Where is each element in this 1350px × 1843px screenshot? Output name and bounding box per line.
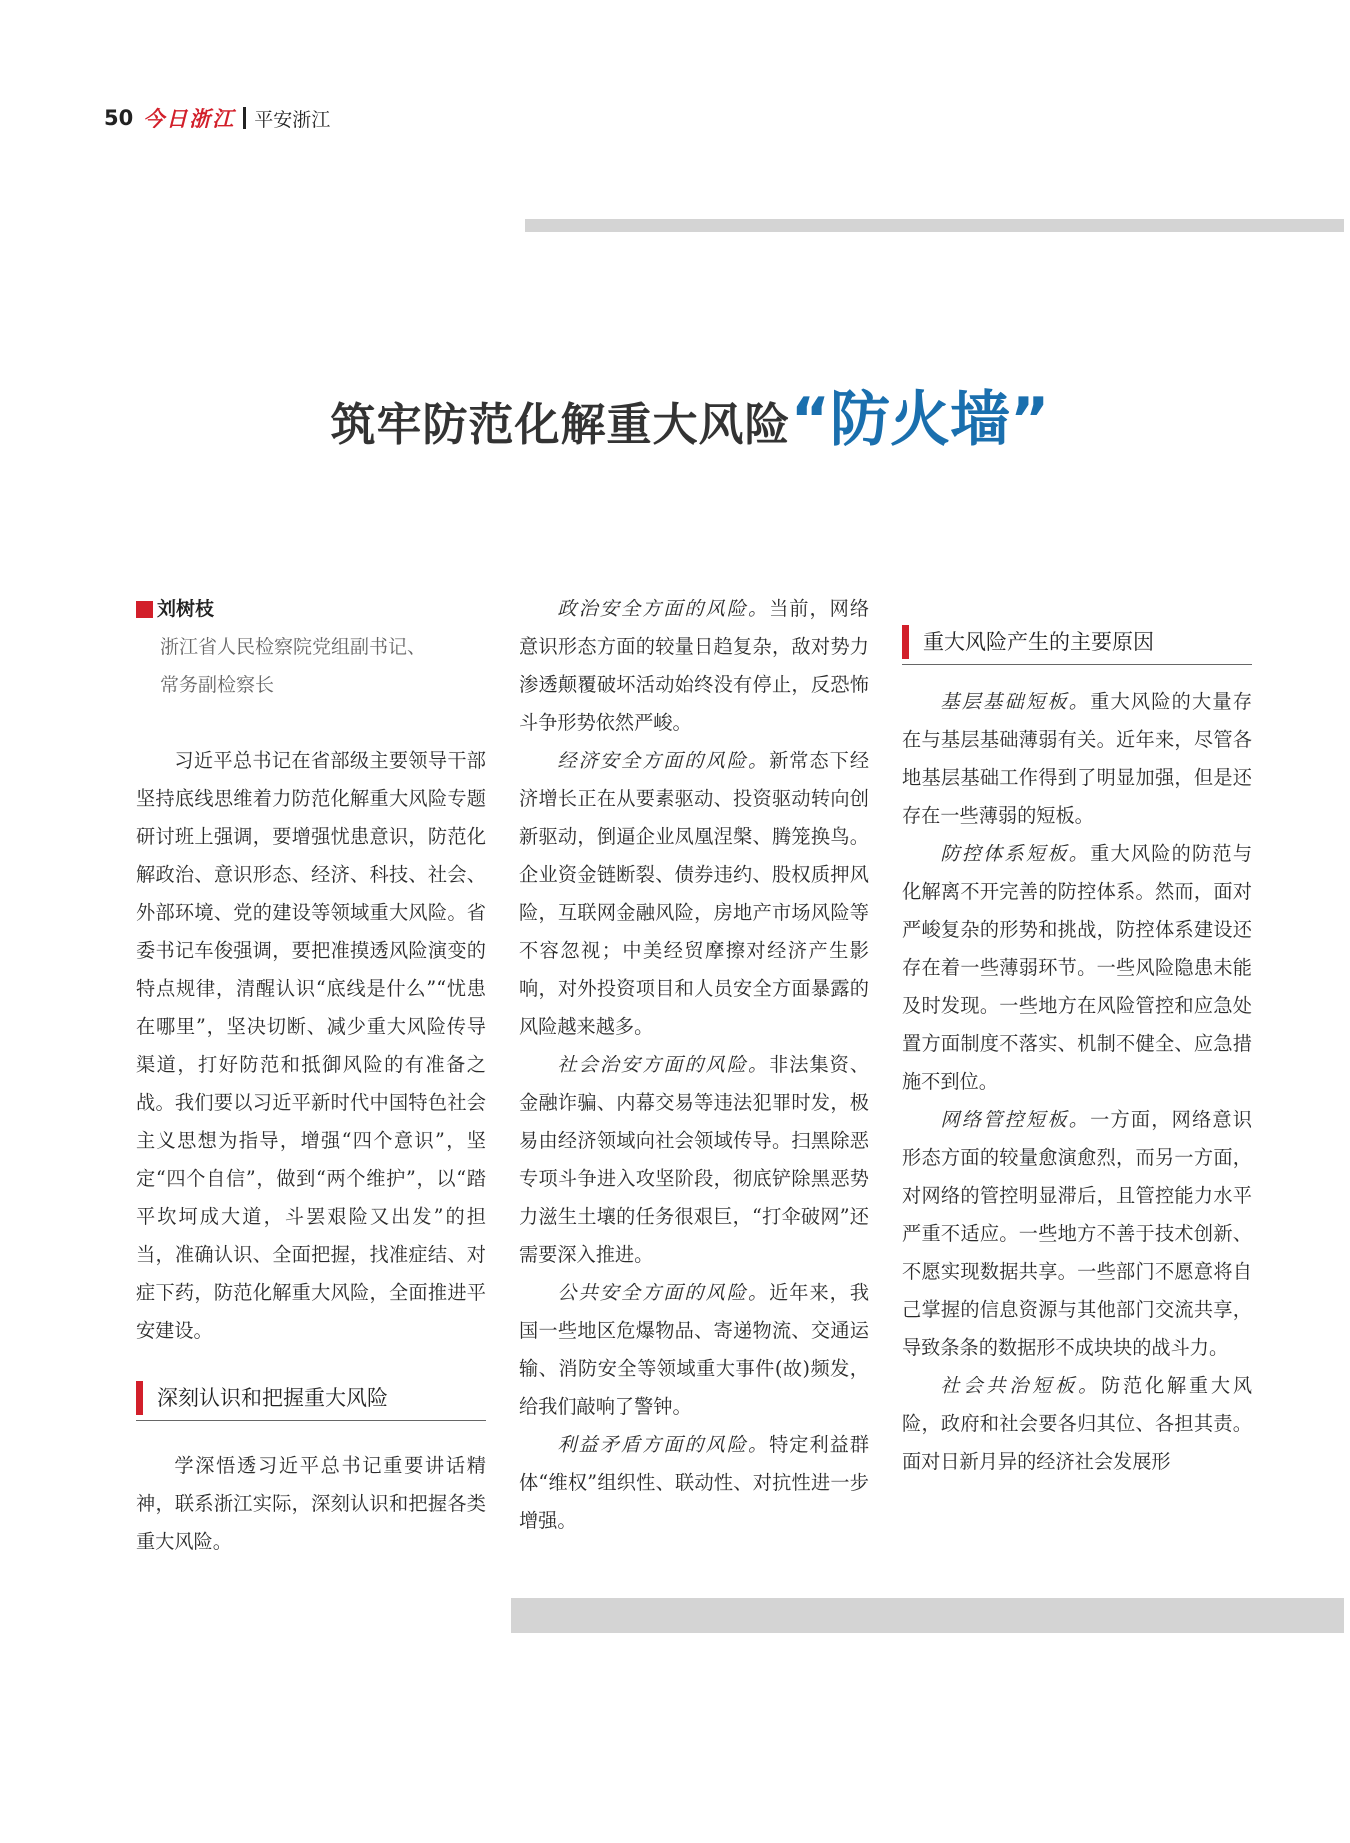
page-header — [104, 103, 330, 133]
title-accent: “防火墙” — [790, 385, 1050, 455]
heading-label: 重大风险产生的主要原因 — [923, 630, 1154, 654]
author-marker — [136, 601, 153, 618]
column-2 — [519, 590, 869, 1540]
paragraph-lead: 公共安全方面的风险。 — [557, 1281, 770, 1304]
paragraph-co-governance — [902, 1367, 1252, 1481]
paragraph-lead: 防控体系短板。 — [940, 842, 1091, 865]
paragraph-economic — [519, 742, 869, 1046]
brand-logo: 今日浙江 — [143, 106, 236, 131]
paragraph-lead: 政治安全方面的风险。 — [557, 597, 770, 620]
paragraph-network — [902, 1101, 1252, 1367]
paragraph-body: 特定利益群体“维权”组织性、联动性、对抗性进一步增强。 — [519, 1433, 870, 1532]
paragraph-political — [519, 590, 869, 742]
paragraph-grassroots — [902, 683, 1252, 835]
column-1 — [136, 590, 486, 1561]
title-main: 筑牢防范化解重大风险 — [330, 398, 791, 451]
section-heading-2 — [902, 620, 1252, 665]
column-3 — [902, 590, 1252, 1481]
author-title-2: 常务副检察长 — [160, 674, 275, 696]
section-heading-1 — [136, 1376, 486, 1421]
paragraph-body: 新常态下经济增长正在从要素驱动、投资驱动转向创新驱动，倒逼企业凤凰涅槃、腾笼换鸟。企业资金链断裂、债券违约、股权质押风险，互联网金融风险，房地产市场风险等不容忽视；中美经贸摩擦对经济产生影响，对外投资项目和人员安全方面暴露的风险越来越多。 — [519, 749, 870, 1038]
paragraph-lead: 社会治安方面的风险。 — [557, 1053, 770, 1076]
author-line — [136, 590, 486, 628]
paragraph-lead: 社会共治短板。 — [940, 1374, 1102, 1397]
paragraph-lead: 经济安全方面的风险。 — [557, 749, 770, 772]
paragraph: 学深悟透习近平总书记重要讲话精神，联系浙江实际，深刻认识和把握各类重大风险。 — [136, 1454, 486, 1553]
page-number: 50 — [104, 106, 134, 130]
decorative-bar-top — [525, 219, 1344, 232]
paragraph-body: 一方面，网络意识形态方面的较量愈演愈烈，而另一方面，对网络的管控明显滞后，且管控能力水平严重不适应。一些地方不善于技术创新、不愿实现数据共享。一些部门不愿意将自己掌握的信息资源与其他部门交流共享，导致条条的数据形不成块块的战斗力。 — [902, 1108, 1253, 1359]
heading-marker — [136, 1381, 143, 1415]
paragraph-body: 近年来，我国一些地区危爆物品、寄递物流、交通运输、消防安全等领域重大事件(故)频发，给我们敲响了警钟。 — [519, 1281, 870, 1418]
author-title-1: 浙江省人民检察院党组副书记、 — [160, 636, 427, 658]
paragraph-body: 重大风险的大量存在与基层基础薄弱有关。近年来，尽管各地基层基础工作得到了明显加强，但是还存在一些薄弱的短板。 — [902, 690, 1253, 827]
paragraph-lead: 网络管控短板。 — [940, 1108, 1091, 1131]
author-name: 刘树枝 — [157, 598, 215, 620]
intro-paragraph: 习近平总书记在省部级主要领导干部坚持底线思维着力防范化解重大风险专题研讨班上强调，要增强忧患意识，防范化解政治、意识形态、经济、科技、社会、外部环境、党的建设等领域重大风险。省委书记车俊强调，要把准摸透风险演变的特点规律，清醒认识“底线是什么”“忧患在哪里”，坚决切断、减少重大风险传导渠道，打好防范和抵御风险的有准备之战。我们要以习近平新时代中国特色社会主义思想为指导，增强“四个意识”，坚定“四个自信”，做到“两个维护”，以“踏平坎坷成大道，斗罢艰险又出发”的担当，准确认识、全面把握，找准症结、对症下药，防范化解重大风险，全面推进平安建设。 — [136, 749, 486, 1342]
paragraph-lead: 基层基础短板。 — [940, 690, 1091, 713]
article-title — [0, 372, 1350, 458]
heading-label: 深刻认识和把握重大风险 — [157, 1386, 388, 1410]
paragraph-body: 重大风险的防范与化解离不开完善的防控体系。然而，面对严峻复杂的形势和挑战，防控体系建设还存在着一些薄弱环节。一些风险隐患未能及时发现。一些地方在风险管控和应急处置方面制度不落实、机制不健全、应急措施不到位。 — [902, 842, 1253, 1093]
paragraph-public — [519, 1274, 869, 1426]
paragraph-interests — [519, 1426, 869, 1540]
paragraph-control-system — [902, 835, 1252, 1101]
paragraph-lead: 利益矛盾方面的风险。 — [557, 1433, 770, 1456]
paragraph-body: 非法集资、金融诈骗、内幕交易等违法犯罪时发，极易由经济领域向社会领域传导。扫黑除恶专项斗争进入攻坚阶段，彻底铲除黑恶势力滋生土壤的任务很艰巨，“打伞破网”还需要深入推进。 — [519, 1053, 870, 1266]
decorative-bar-bottom — [511, 1598, 1344, 1633]
section-name: 平安浙江 — [254, 108, 331, 131]
heading-marker — [902, 625, 909, 659]
paragraph-body: 防范化解重大风险，政府和社会要各归其位、各担其责。面对日新月异的经济社会发展形 — [902, 1374, 1253, 1473]
header-divider — [243, 107, 246, 129]
paragraph-social — [519, 1046, 869, 1274]
paragraph-body: 当前，网络意识形态方面的较量日趋复杂，敌对势力渗透颠覆破坏活动始终没有停止，反恐怖斗争形势依然严峻。 — [519, 597, 870, 734]
